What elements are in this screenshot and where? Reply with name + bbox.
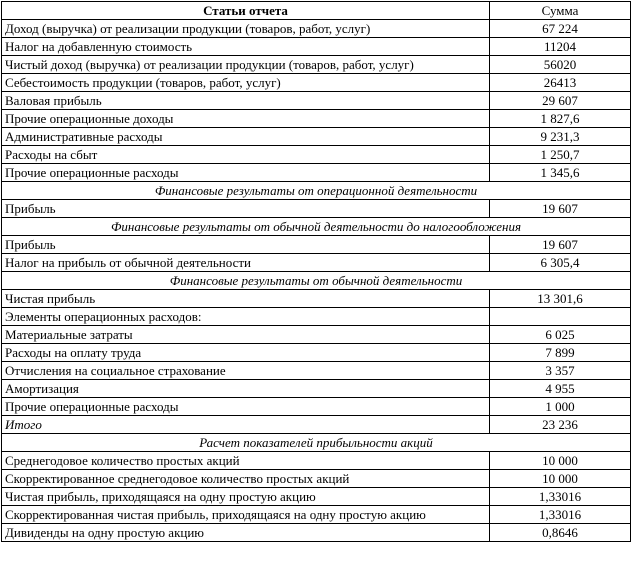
- row-value: 3 357: [490, 362, 631, 380]
- table-row: [2, 146, 631, 164]
- table-header-row: [2, 2, 631, 20]
- row-label: Доход (выручка) от реализации продукции (товаров, работ, услуг): [2, 20, 490, 38]
- section-title: Финансовые результаты от операционной деятельности: [2, 182, 631, 200]
- table-row: [2, 524, 631, 542]
- row-value: 6 025: [490, 326, 631, 344]
- row-value: [490, 308, 631, 326]
- section-header-row: [2, 434, 631, 452]
- financial-report-table: [1, 1, 631, 542]
- row-label: Чистая прибыль, приходящаяся на одну простую акцию: [2, 488, 490, 506]
- row-value: 1 250,7: [490, 146, 631, 164]
- row-value: 4 955: [490, 380, 631, 398]
- row-value: 26413: [490, 74, 631, 92]
- row-value: 1 000: [490, 398, 631, 416]
- row-value: 1,33016: [490, 506, 631, 524]
- row-value: 10 000: [490, 452, 631, 470]
- table-row: [2, 506, 631, 524]
- row-label: Среднегодовое количество простых акций: [2, 452, 490, 470]
- row-label: Элементы операционных расходов:: [2, 308, 490, 326]
- table-row: [2, 344, 631, 362]
- row-label: Скорректированное среднегодовое количество простых акций: [2, 470, 490, 488]
- row-value: 19 607: [490, 236, 631, 254]
- section-title: Расчет показателей прибыльности акций: [2, 434, 631, 452]
- row-label: Административные расходы: [2, 128, 490, 146]
- table-row: [2, 92, 631, 110]
- table-row: [2, 362, 631, 380]
- section-header-row: [2, 218, 631, 236]
- row-label: Прочие операционные доходы: [2, 110, 490, 128]
- column-header-item: Статьи отчета: [2, 2, 490, 20]
- row-label: Амортизация: [2, 380, 490, 398]
- row-value: 0,8646: [490, 524, 631, 542]
- table-row: [2, 128, 631, 146]
- table-row: [2, 74, 631, 92]
- row-label: Прочие операционные расходы: [2, 398, 490, 416]
- row-label: Расходы на сбыт: [2, 146, 490, 164]
- table-row: [2, 200, 631, 218]
- row-label: Налог на добавленную стоимость: [2, 38, 490, 56]
- row-label: Дивиденды на одну простую акцию: [2, 524, 490, 542]
- row-value: 6 305,4: [490, 254, 631, 272]
- row-value: 9 231,3: [490, 128, 631, 146]
- row-label: Материальные затраты: [2, 326, 490, 344]
- row-value: 1 827,6: [490, 110, 631, 128]
- row-value: 1 345,6: [490, 164, 631, 182]
- row-value: 29 607: [490, 92, 631, 110]
- table-row: [2, 452, 631, 470]
- column-header-amount: Сумма: [490, 2, 631, 20]
- section-header-row: [2, 182, 631, 200]
- row-label: Прочие операционные расходы: [2, 164, 490, 182]
- row-value: 11204: [490, 38, 631, 56]
- section-title: Финансовые результаты от обычной деятельности: [2, 272, 631, 290]
- table-row: [2, 470, 631, 488]
- row-label: Налог на прибыль от обычной деятельности: [2, 254, 490, 272]
- row-label: Чистый доход (выручка) от реализации продукции (товаров, работ, услуг): [2, 56, 490, 74]
- row-label: Прибыль: [2, 200, 490, 218]
- row-value: 67 224: [490, 20, 631, 38]
- table-row: [2, 488, 631, 506]
- row-label: Скорректированная чистая прибыль, приходящаяся на одну простую акцию: [2, 506, 490, 524]
- table-row: [2, 380, 631, 398]
- section-title: Финансовые результаты от обычной деятельности до налогообложения: [2, 218, 631, 236]
- table-row: [2, 290, 631, 308]
- row-value: 10 000: [490, 470, 631, 488]
- table-row: [2, 236, 631, 254]
- table-row: [2, 20, 631, 38]
- row-value: 7 899: [490, 344, 631, 362]
- table-row: [2, 38, 631, 56]
- row-label: Прибыль: [2, 236, 490, 254]
- row-label: Валовая прибыль: [2, 92, 490, 110]
- table-row: [2, 164, 631, 182]
- table-row: [2, 254, 631, 272]
- row-label: Итого: [2, 416, 490, 434]
- row-value: 13 301,6: [490, 290, 631, 308]
- row-label: Себестоимость продукции (товаров, работ, услуг): [2, 74, 490, 92]
- table-row: [2, 308, 631, 326]
- row-value: 56020: [490, 56, 631, 74]
- row-label: Чистая прибыль: [2, 290, 490, 308]
- table-row: [2, 416, 631, 434]
- table-row: [2, 110, 631, 128]
- row-value: 1,33016: [490, 488, 631, 506]
- row-label: Расходы на оплату труда: [2, 344, 490, 362]
- section-header-row: [2, 272, 631, 290]
- table-body: [2, 20, 631, 542]
- table-row: [2, 326, 631, 344]
- row-label: Отчисления на социальное страхование: [2, 362, 490, 380]
- row-value: 23 236: [490, 416, 631, 434]
- row-value: 19 607: [490, 200, 631, 218]
- table-row: [2, 56, 631, 74]
- table-row: [2, 398, 631, 416]
